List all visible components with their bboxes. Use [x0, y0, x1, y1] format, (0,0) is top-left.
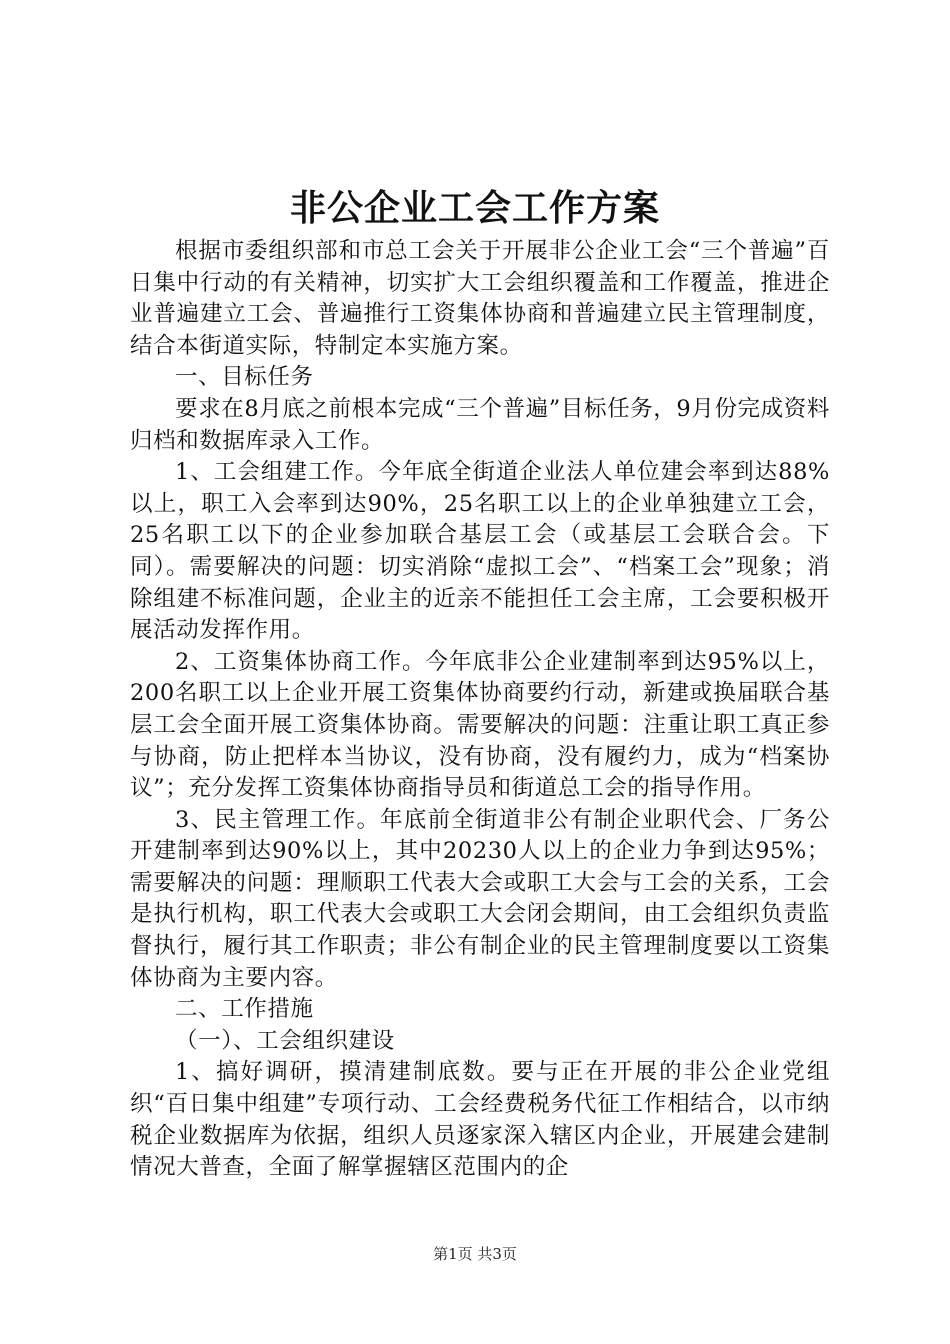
paragraph-survey: 1、搞好调研，摸清建制底数。要与正在开展的非公企业党组织“百日集中组建”专项行动、工会经费税务代征工作相结合，以市纳税企业数据库为依据，组织人员逐家深入辖区内企业，开展建会建制情况大普查，全面了解掌握辖区范围内的企 — [130, 1059, 830, 1181]
section-heading-measures: 二、工作措施 — [175, 996, 314, 1023]
paragraph-democratic-management: 3、民主管理工作。年底前全街道非公有制企业职代会、厂务公开建制率到达90%以上，其中20230人以上的企业力争到达95%；需要解决的问题：理顺职工代表大会或职工大会与工会的关系，工会是执行机构，职工代表大会或职工大会闭会期间，由工会组织负责监督执行，履行其工作职责；非公有制企业的民主管理制度要以工资集体协商为主要内容。 — [130, 806, 830, 991]
document-body — [130, 236, 830, 1184]
document-title: 非公企业工会工作方案 — [289, 188, 660, 229]
paragraph-intro: 根据市委组织部和市总工会关于开展非公企业工会“三个普遍”百日集中行动的有关精神，切实扩大工会组织覆盖和工作覆盖，推进企业普遍建立工会、普遍推行工资集体协商和普遍建立民主管理制度，结合本街道实际，特制定本实施方案。 — [130, 238, 830, 359]
page-footer: 第1页 共3页 — [433, 1245, 517, 1263]
paragraph-collective-bargaining: 2、工资集体协商工作。今年底非公企业建制率到达95%以上，200名职工以上企业开展工资集体协商要约行动，新建或换届联合基层工会全面开展工资集体协商。需要解决的问题：注重让职工真正参与协商，防止把样本当协议，没有协商，没有履约力，成为“档案协议”；充分发挥工资集体协商指导员和街道总工会的指导作用。 — [130, 648, 830, 802]
section-heading-goals: 一、目标任务 — [175, 364, 314, 391]
paragraph-union-formation: 1、工会组建工作。今年底全街道企业法人单位建会率到达88%以上，职工入会率到达90%，25名职工以上的企业单独建立工会，25名职工以下的企业参加联合基层工会（或基层工会联合会。下同）。需要解决的问题：切实消除“虚拟工会”、“档案工会”现象；消除组建不标准问题，企业主的近亲不能担任工会主席，工会要积极开展活动发挥作用。 — [130, 459, 830, 644]
subsection-heading-organization: （一）、工会组织建设 — [175, 1027, 395, 1054]
paragraph-goals: 要求在8月底之前根本完成“三个普遍”目标任务，9月份完成资料归档和数据库录入工作。 — [130, 395, 830, 454]
